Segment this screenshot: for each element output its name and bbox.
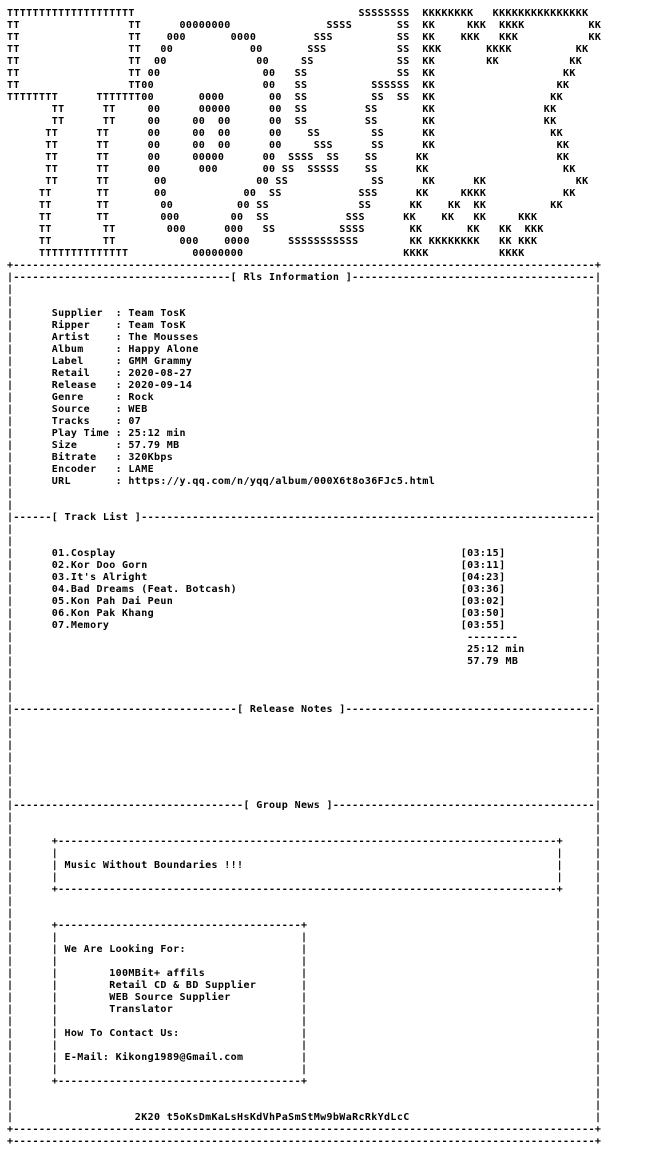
logo-art-row: TT TT 000 0000 SSSSSSSSSSS KK KKKKKKKK KK KKK (7, 236, 538, 247)
frame-border: | (594, 356, 602, 367)
frame-border: | (594, 992, 602, 1003)
frame-border: | (594, 824, 602, 835)
info-url: URL : https://y.qq.com/n/yqq/album/000X6t8o36FJc5.html (13, 476, 595, 487)
frame-border: | (594, 380, 602, 391)
frame-border: | (7, 344, 14, 355)
frame-border: | (7, 536, 14, 547)
frame-border: | (7, 284, 14, 295)
frame-border: | (594, 932, 602, 943)
frame-border: | (7, 992, 14, 1003)
nfo-document: TTTTTTTTTTTTTTTTTTTT SSSSSSSS KKKKKKKK KKKKKKKKKKKKKKK TT TT 00000000 SSSS SS KK KKK KKKK KK TT TT 000 0000 SSS SS KK KKK KKK KK TT TT 00 00 SSS SS KKK KKKK KK TT TT 00 00 SS SS KK KK KK TT TT 00 00 SS SS KK KK TT TT00 00 SS SSSSSS KK KK TTTTTTTT TTTTTTT00 0000 00 SS SS SS KK KK TT TT 00 00000 00 SS SS KK KK TT TT 00 00 00 00 SS SS KK KK TT TT 00 00 00 00 SS SS KK KK TT TT 00 00 00 00 SSS SS KK KK TT TT 00 00000 00 SSSS SS SS KK KK TT TT 00 000 00 SS SSSSS SS KK KK TT TT 00 00 SS SS KK KK KK TT TT 00 00 SS SSS KK KKKK KK TT TT 00 00 SS SS KK KK KK KK TT TT 000 00 SS SSS KK KK KK KKK TT TT 000 000 SS SSSS KK KK KK KKK TT TT 000 0000 SSSSSSSSSSS KK KKKKKKKK KK KKK TTTTTTTTTTTTTT 00000000 KKKK KKKK +-------------------------------------------------------------------------------------------+ |----------------------------------[ Rls Information ]--------------------------------------| | | | | | Supplier : Team TosK | | Ripper : Team TosK | | Artist : The Mousses | | Album : Happy Alone | | Label : GMM Grammy | | Retail : 2020-08-27 | | Release : 2020-09-14 | | Genre : Rock | | Source : WEB | | Tracks : 07 | | Play Time : 25:12 min | | Size : 57.79 MB | | Bitrate : 320Kbps | | Encoder : LAME | | URL : https://y.qq.com/n/yqq/album/000X6t8o36FJc5.html | | | | | |------[ Track List ]-----------------------------------------------------------------------| | | | | | 01.Cosplay [03:15] | | 02.Kor Doo Gorn [03:11] | | 03.It's Alright [04:23] | | 04.Bad Dreams (Feat. Botcash) [03:36] | | 05.Kon Pah Dai Peun [03:02] | | 06.Kon Pak Khang [03:50] | | 07.Memory [03:55] | | -------- | | 25:12 min | | 57.79 MB | | | | | | | |-----------------------------------[ Release Notes ]---------------------------------------| | | | | | | | | | | | | | | |------------------------------------[ Group News ]-----------------------------------------| | | | | | +------------------------------------------------------------------------------+ | | | | | | | Music Without Boundaries !!! | | | | | | | +------------------------------------------------------------------------------+ | | | | | | +--------------------------------------+ | | | | | | | We Are Looking For: | | | | | | | | 100MBit+ affils | | | | Retail CD & BD Supplier | | | | WEB Source Supplier | | | | Translator | | | | | | | | How To Contact Us: | | | | | | | | E-Mail: Kikong1989@Gmail.com | | | | | | | +--------------------------------------+ | | | | | | 2K20 t5oKsDmKaLsHsKdVhPaSmStMw9bWaRcRkYdLcC | +-------------------------------------------------------------------------------------------+ +-------------------------------------------------------------------------------------------+ (7, 8, 602, 1147)
track-row: 07.Memory [03:55] (13, 620, 595, 631)
logo-art-row: TT TT 00000000 SSSS SS KK KKK KKKK KK (7, 20, 602, 31)
frame-border: | (7, 776, 14, 787)
logo-art-row: TT TT 00 00 SSS SS KKK KKKK KK (7, 44, 589, 55)
frame-border: | (7, 884, 14, 895)
frame-border: | (7, 812, 14, 823)
frame-border: | (7, 860, 14, 871)
frame-border: | (594, 440, 602, 451)
frame-border: | (594, 800, 602, 811)
frame-border: | (594, 740, 602, 751)
frame-border: | (7, 416, 14, 427)
track-row: 06.Kon Pak Khang [03:50] (13, 608, 595, 619)
frame-border: | (594, 884, 602, 895)
logo-art-row: TT TT 00 00 SS SS KK KK (7, 68, 576, 79)
section-header-track-list: [ Track List ] (51, 512, 142, 523)
news-box-rule: +--------------------------------------+ (13, 920, 595, 931)
news-looking-heading: | We Are Looking For: | (13, 944, 595, 955)
frame-border: | (7, 788, 14, 799)
info-album: Album : Happy Alone (13, 344, 595, 355)
info-playtime: Play Time : 25:12 min (13, 428, 595, 439)
news-looking-item: | WEB Source Supplier | (13, 992, 595, 1003)
frame-border: | (7, 668, 14, 679)
frame-border: | (7, 944, 14, 955)
frame-border: | (594, 620, 602, 631)
frame-rule: +-------------------------------------------------------------------------------------------+ (7, 1124, 602, 1135)
news-box-side: | | (13, 1040, 595, 1051)
news-box-side: | | (13, 956, 595, 967)
news-motto: | Music Without Boundaries !!! | (13, 860, 595, 871)
info-genre: Genre : Rock (13, 392, 595, 403)
frame-border: | (594, 344, 602, 355)
frame-border: | (7, 692, 14, 703)
frame-border: | (594, 1088, 602, 1099)
frame-border: | (594, 764, 602, 775)
frame-border: | (7, 968, 14, 979)
frame-border: | (7, 824, 14, 835)
track-row: 02.Kor Doo Gorn [03:11] (13, 560, 595, 571)
frame-border: | (7, 356, 14, 367)
frame-border: | (7, 1112, 14, 1123)
frame-border: | (594, 332, 602, 343)
frame-border: | (594, 848, 602, 859)
frame-border: | (7, 1052, 14, 1063)
info-source: Source : WEB (13, 404, 595, 415)
frame-border: | (594, 548, 602, 559)
totals-size: 57.79 MB (13, 656, 595, 667)
frame-border: | (594, 716, 602, 727)
news-looking-item: | 100MBit+ affils | (13, 968, 595, 979)
info-ripper: Ripper : Team TosK (13, 320, 595, 331)
frame-border: | (7, 428, 14, 439)
frame-border: | (7, 1100, 14, 1111)
frame-border: | (7, 512, 14, 523)
frame-border: | (594, 644, 602, 655)
frame-border: | (7, 1028, 14, 1039)
frame-border: | (594, 404, 602, 415)
frame-border: | (7, 728, 14, 739)
frame-border: | (594, 584, 602, 595)
track-row: 05.Kon Pah Dai Peun [03:02] (13, 596, 595, 607)
logo-art-row: TT TT00 00 SS SSSSSS KK KK (7, 80, 570, 91)
frame-border: | (594, 680, 602, 691)
logo-art-row: TT TT 00 00 SS SS KK KK KK (7, 56, 583, 67)
frame-border: | (594, 1040, 602, 1051)
totals-time: 25:12 min (13, 644, 595, 655)
logo-art-row: TT TT 000 00 SS SSS KK KK KK KKK (7, 212, 538, 223)
frame-border: | (7, 500, 14, 511)
frame-border: | (7, 332, 14, 343)
frame-border: | (7, 956, 14, 967)
info-encoder: Encoder : LAME (13, 464, 595, 475)
logo-art-row: TT TT 00 000 00 SS SSSSS SS KK KK (7, 164, 576, 175)
logo-art-row: TT TT 00 00000 00 SS SS KK KK (7, 104, 557, 115)
logo-art-row: TTTTTTTTTTTTTTTTTTTT SSSSSSSS KKKKKKKK KKKKKKKKKKKKKKK (7, 8, 589, 19)
frame-border: | (594, 416, 602, 427)
frame-border: | (594, 860, 602, 871)
news-looking-item: | Translator | (13, 1004, 595, 1015)
frame-border: | (7, 524, 14, 535)
frame-border: | (7, 1076, 14, 1087)
frame-border: | (594, 944, 602, 955)
frame-border: | (594, 1016, 602, 1027)
frame-border: | (594, 920, 602, 931)
frame-border: | (7, 476, 14, 487)
frame-border: | (7, 272, 14, 283)
frame-border: | (594, 632, 602, 643)
news-box-side: | | (13, 932, 595, 943)
frame-border: | (594, 1028, 602, 1039)
frame-border: | (594, 512, 602, 523)
frame-border: | (594, 608, 602, 619)
frame-border: | (594, 1076, 602, 1087)
frame-border: | (594, 788, 602, 799)
frame-border: | (7, 920, 14, 931)
frame-border: | (594, 488, 602, 499)
frame-border: | (7, 1016, 14, 1027)
news-box-rule: +------------------------------------------------------------------------------+ (13, 836, 595, 847)
frame-border: | (594, 284, 602, 295)
frame-border: | (7, 296, 14, 307)
frame-border: | (7, 464, 14, 475)
frame-border: | (594, 1064, 602, 1075)
frame-border: | (594, 980, 602, 991)
frame-border: | (7, 392, 14, 403)
frame-border: | (594, 368, 602, 379)
frame-border: | (7, 896, 14, 907)
section-header-rls-info: [ Rls Information ] (230, 272, 353, 283)
frame-border: | (594, 968, 602, 979)
section-header-release-notes: [ Release Notes ] (237, 704, 346, 715)
frame-border: | (7, 932, 14, 943)
info-label: Label : GMM Grammy (13, 356, 595, 367)
info-size: Size : 57.79 MB (13, 440, 595, 451)
frame-border: | (594, 908, 602, 919)
frame-border: | (594, 836, 602, 847)
info-retail: Retail : 2020-08-27 (13, 368, 595, 379)
frame-border: | (7, 1040, 14, 1051)
frame-border: | (7, 560, 14, 571)
frame-border: | (594, 596, 602, 607)
frame-border: | (594, 956, 602, 967)
frame-rule: +-------------------------------------------------------------------------------------------+ (7, 260, 602, 271)
frame-border: | (594, 872, 602, 883)
frame-border: | (7, 368, 14, 379)
frame-border: | (7, 1088, 14, 1099)
frame-border: | (7, 752, 14, 763)
frame-border: | (594, 572, 602, 583)
news-box-side: | | (13, 1016, 595, 1027)
news-looking-item: | Retail CD & BD Supplier | (13, 980, 595, 991)
news-contact-heading: | How To Contact Us: | (13, 1028, 595, 1039)
logo-art-row: TT TT 00 00 SS SS KK KK KK KK (7, 200, 563, 211)
frame-border: | (594, 812, 602, 823)
logo-art-row: TT TT 00 00 00 00 SSS SS KK KK (7, 140, 570, 151)
frame-border: | (594, 668, 602, 679)
frame-border: | (7, 632, 14, 643)
frame-border: | (594, 728, 602, 739)
info-tracks: Tracks : 07 (13, 416, 595, 427)
frame-border: | (594, 1052, 602, 1063)
frame-border: | (7, 1004, 14, 1015)
frame-border: | (594, 692, 602, 703)
frame-border: | (7, 572, 14, 583)
frame-border: | (7, 1064, 14, 1075)
news-box-side: | | (13, 1064, 595, 1075)
frame-border: | (7, 680, 14, 691)
logo-art-row: TT TT 000 000 SS SSSS KK KK KK KKK (7, 224, 544, 235)
frame-border: | (594, 476, 602, 487)
frame-border: | (594, 536, 602, 547)
info-artist: Artist : The Mousses (13, 332, 595, 343)
totals-divider: -------- (13, 632, 595, 643)
news-box-rule: +------------------------------------------------------------------------------+ (13, 884, 595, 895)
frame-border: | (7, 704, 14, 715)
logo-art-row: TTTTTTTTTTTTTT 00000000 KKKK KKKK (7, 248, 525, 259)
frame-border: | (594, 656, 602, 667)
frame-border: | (594, 464, 602, 475)
frame-border: | (7, 980, 14, 991)
frame-border: | (7, 380, 14, 391)
frame-border: | (7, 716, 14, 727)
frame-border: | (594, 428, 602, 439)
logo-art-row: TT TT 00 00 00 00 SS SS KK KK (7, 116, 557, 127)
frame-border: | (7, 836, 14, 847)
news-email: | E-Mail: Kikong1989@Gmail.com | (13, 1052, 595, 1063)
frame-border: | (594, 524, 602, 535)
frame-border: | (594, 752, 602, 763)
frame-border: | (594, 1100, 602, 1111)
news-box-side: | | (13, 848, 595, 859)
frame-border: | (7, 548, 14, 559)
frame-border: | (7, 764, 14, 775)
frame-border: | (594, 500, 602, 511)
frame-border: | (594, 1004, 602, 1015)
logo-art-row: TT TT 000 0000 SSS SS KK KKK KKK KK (7, 32, 602, 43)
frame-border: | (7, 800, 14, 811)
logo-art-row: TT TT 00 00 00 00 SS SS KK KK (7, 128, 563, 139)
frame-border: | (7, 644, 14, 655)
track-row: 04.Bad Dreams (Feat. Botcash) [03:36] (13, 584, 595, 595)
logo-art-row: TT TT 00 00 SS SS KK KK KK (7, 176, 589, 187)
frame-border: | (594, 272, 602, 283)
frame-border: | (7, 320, 14, 331)
logo-art-row: TT TT 00 00000 00 SSSS SS SS KK KK (7, 152, 570, 163)
frame-border: | (7, 440, 14, 451)
frame-border: | (7, 848, 14, 859)
frame-border: | (7, 488, 14, 499)
frame-border: | (7, 452, 14, 463)
frame-border: | (7, 908, 14, 919)
frame-border: | (594, 452, 602, 463)
frame-rule-bottom: +-------------------------------------------------------------------------------------------+ (7, 1136, 602, 1147)
info-supplier: Supplier : Team TosK (13, 308, 595, 319)
frame-border: | (594, 704, 602, 715)
frame-border: | (7, 872, 14, 883)
frame-border: | (594, 1112, 602, 1123)
frame-border: | (7, 620, 14, 631)
frame-border: | (594, 308, 602, 319)
footer-signature: 2K20 t5oKsDmKaLsHsKdVhPaSmStMw9bWaRcRkYdLcC (13, 1112, 595, 1123)
frame-border: | (7, 656, 14, 667)
track-row: 03.It's Alright [04:23] (13, 572, 595, 583)
logo-art-row: TTTTTTTT TTTTTTT00 0000 00 SS SS SS KK KK (7, 92, 563, 103)
info-bitrate: Bitrate : 320Kbps (13, 452, 595, 463)
frame-border: | (594, 392, 602, 403)
frame-border: | (594, 560, 602, 571)
frame-border: | (594, 320, 602, 331)
frame-border: | (7, 404, 14, 415)
frame-border: | (594, 296, 602, 307)
frame-border: | (7, 584, 14, 595)
section-header-group-news: [ Group News ] (243, 800, 333, 811)
track-row: 01.Cosplay [03:15] (13, 548, 595, 559)
frame-border: | (7, 596, 14, 607)
news-box-rule: +--------------------------------------+ (13, 1076, 595, 1087)
frame-border: | (7, 308, 14, 319)
frame-border: | (594, 896, 602, 907)
logo-art-row: TT TT 00 00 SS SSS KK KKKK KK (7, 188, 576, 199)
frame-border: | (7, 608, 14, 619)
info-release: Release : 2020-09-14 (13, 380, 595, 391)
frame-border: | (7, 740, 14, 751)
news-box-side: | | (13, 872, 595, 883)
frame-border: | (594, 776, 602, 787)
